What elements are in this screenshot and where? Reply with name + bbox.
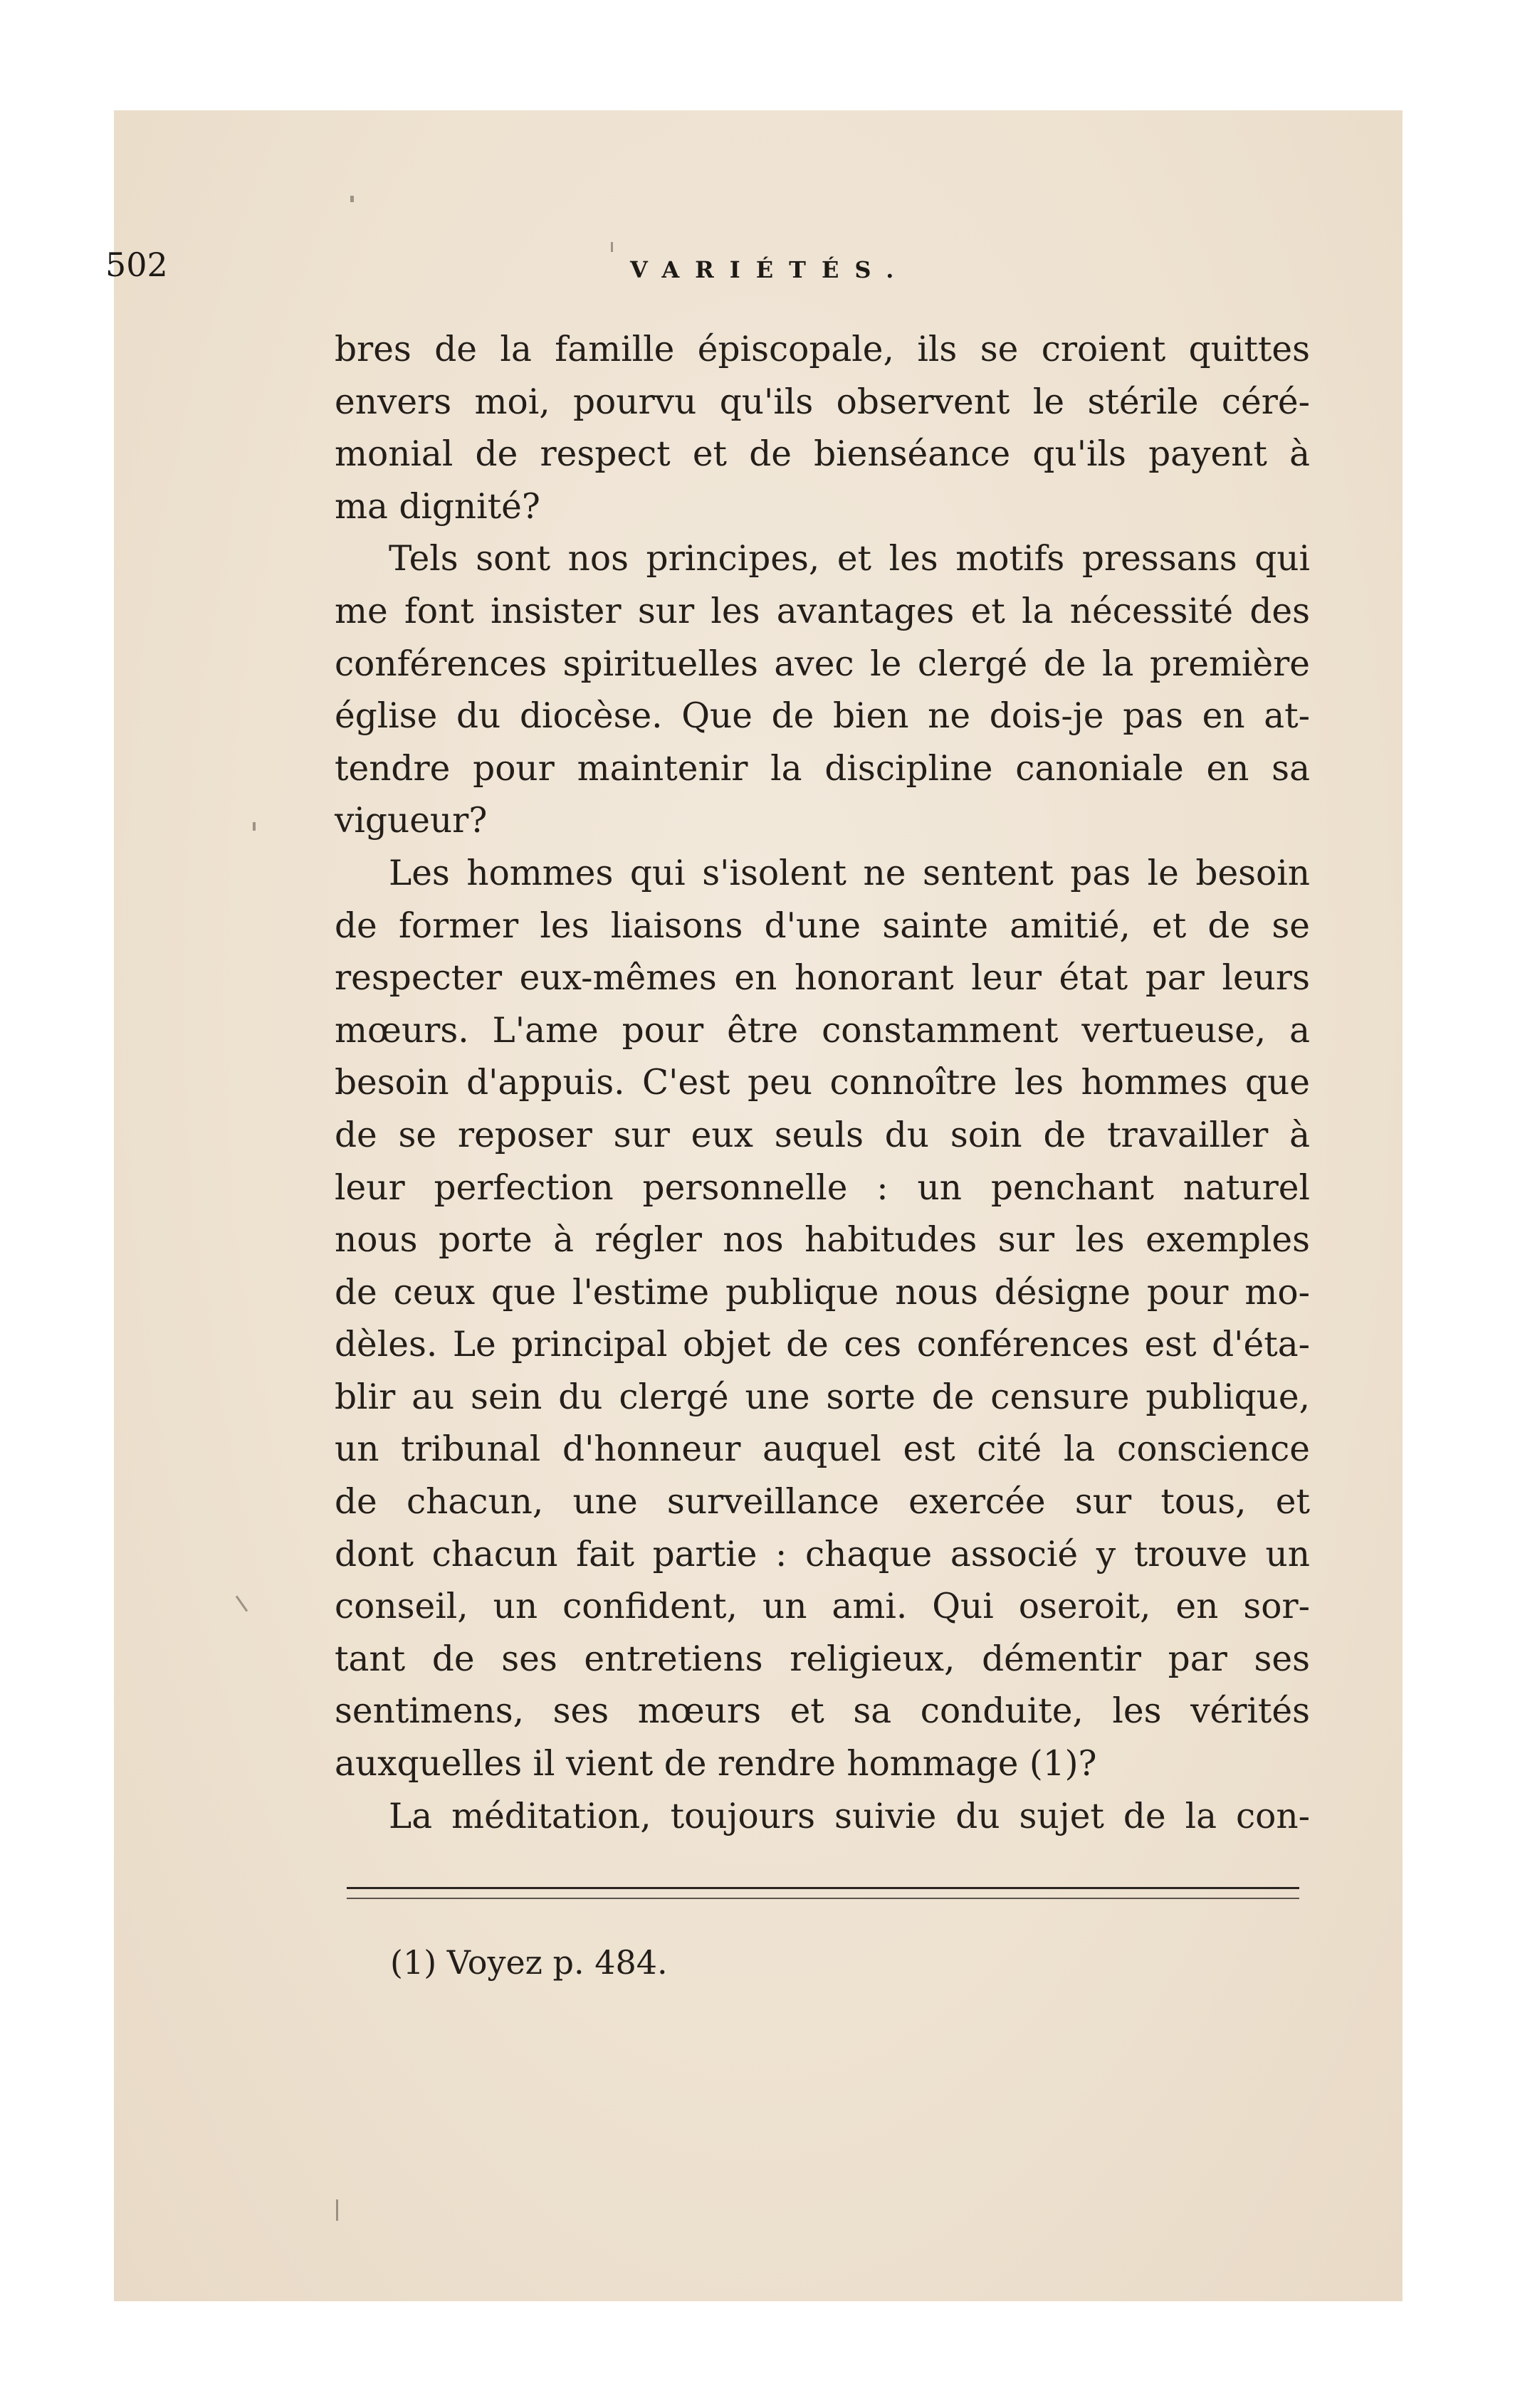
text-line: La méditation, toujours suivie du sujet de la con- [389,1796,1310,1836]
text-line: conseil, un confident, un ami. Qui oseroit, en sor- [335,1587,1310,1627]
text-line: Les hommes qui s'isolent ne sentent pas le besoin [389,853,1310,893]
text-line: sentimens, ses mœurs et sa conduite, les vérités [335,1691,1310,1732]
ink-speck [350,196,354,202]
text-line: conférences spirituelles avec le clergé de la première [335,643,1310,684]
text-line: dont chacun fait partie : chaque associé y trouve un [335,1534,1310,1574]
text-line: dèles. Le principal objet de ces conférences est d'éta- [335,1325,1310,1365]
running-title: VARIÉTÉS. [630,256,910,283]
text-line: église du diocèse. Que de bien ne dois-je pas en at- [335,696,1310,737]
page-number: 502 [105,246,168,284]
text-line: nous porte à régler nos habitudes sur les exemples [335,1220,1310,1261]
body-text [335,324,1310,1843]
ink-speck [253,822,256,831]
text-line: envers moi, pourvu qu'ils observent le stérile céré- [335,382,1310,422]
text-line: de se reposer sur eux seuls du soin de travailler à [335,1115,1310,1155]
text-line: monial de respect et de bienséance qu'ils payent à [335,434,1310,475]
text-line: vigueur? [335,801,488,841]
footnote-rule [347,1887,1299,1889]
text-line: mœurs. L'ame pour être constamment vertueuse, a [335,1010,1310,1051]
ink-speck [236,1595,248,1612]
text-line: me font insister sur les avantages et la nécessité des [335,591,1310,631]
text-line: besoin d'appuis. C'est peu connoître les hommes que [335,1063,1310,1103]
text-line: Tels sont nos principes, et les motifs pressans qui [389,539,1310,579]
text-line: de ceux que l'estime publique nous désigne pour mo- [335,1272,1310,1313]
text-line: ma dignité? [335,486,540,527]
text-line: auxquelles il vient de rendre hommage (1)? [335,1744,1097,1784]
text-line: de chacun, une surveillance exercée sur tous, et [335,1482,1310,1523]
text-line: de former les liaisons d'une sainte amitié, et de se [335,905,1310,946]
text-line: bres de la famille épiscopale, ils se croient quittes [335,330,1310,369]
ink-speck [611,242,613,252]
text-line: blir au sein du clergé une sorte de censure publique, [335,1377,1310,1417]
text-line: un tribunal d'honneur auquel est cité la conscience [335,1429,1310,1470]
text-line: tant de ses entretiens religieux, démentir par ses [335,1639,1310,1679]
text-line: tendre pour maintenir la discipline canoniale en sa [335,748,1310,789]
text-line: respecter eux-mêmes en honorant leur état par leurs [335,958,1310,999]
footnote: (1) Voyez p. 484. [390,1943,668,1982]
text-line: leur perfection personnelle : un penchant naturel [335,1167,1310,1208]
ink-speck [336,2199,338,2221]
footnote-rule-thin [347,1898,1299,1899]
